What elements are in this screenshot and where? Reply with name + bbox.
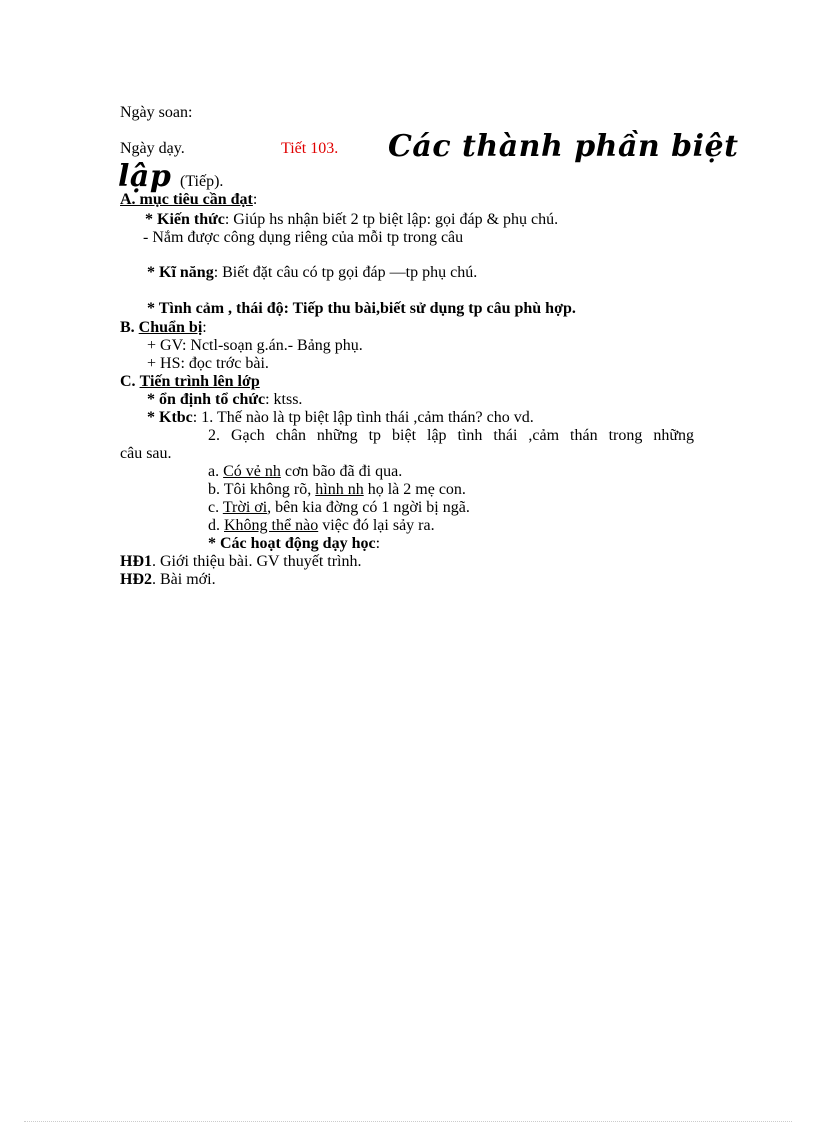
item-a-underlined: Có vẻ nh <box>223 463 281 480</box>
hoat-dong-colon: : <box>375 535 381 552</box>
item-a-rest: cơn bão đã đi qua. <box>280 463 403 480</box>
item-b-underlined: hình nh <box>315 481 364 498</box>
tinh-cam-line: * Tình cảm , thái độ: Tiếp thu bài,biết sử dụng tp câu phù hợp. <box>147 300 576 317</box>
section-c-heading-text: Tiến trình lên lớp <box>139 373 260 390</box>
section-a-colon: : <box>252 191 258 208</box>
hoat-dong-text: * Các hoạt động dạy học <box>208 535 376 552</box>
ki-nang-line <box>147 264 477 282</box>
lesson-title-cont: lập <box>118 159 172 194</box>
item-b-rest: họ là 2 mẹ con. <box>363 481 466 498</box>
ngay-day: Ngày dạy. <box>120 140 185 157</box>
ktbc-label: * Ktbc <box>147 409 193 426</box>
item-b <box>208 481 466 499</box>
on-dinh-label: * ổn định tổ chức <box>147 391 266 408</box>
item-c-underlined: Trời ơi <box>222 499 268 516</box>
section-b-heading-text: Chuẩn bị <box>138 319 203 336</box>
hs-line: + HS: đọc trớc bài. <box>147 355 269 372</box>
item-a <box>208 463 402 481</box>
item-c-rest: , bên kia đờng có 1 ngời bị ngã. <box>267 499 470 516</box>
kien-thuc-text: : Giúp hs nhận biết 2 tp biệt lập: gọi đáp & phụ chú. <box>224 211 559 228</box>
gv-line: + GV: Nctl-soạn g.án.- Bảng phụ. <box>147 337 363 354</box>
hd1-label: HĐ1 <box>120 553 152 570</box>
ktbc-q1: : 1. Thế nào là tp biệt lập tình thái ,cảm thán? cho vd. <box>192 409 534 426</box>
section-b-colon: : <box>202 319 207 336</box>
ki-nang-label: * Kĩ năng <box>147 264 214 281</box>
item-c <box>208 499 470 517</box>
lesson-title: Các thành phần biệt <box>388 129 739 164</box>
kien-thuc-line2: - Nắm được công dụng riêng của mỗi tp trong câu <box>143 229 464 246</box>
hd2-text: . Bài mới. <box>152 571 216 588</box>
ktbc-q2: 2. Gạch chân những tp biệt lập tình thái ,cảm thán trong những <box>208 427 694 444</box>
hoat-dong-heading <box>208 535 380 553</box>
on-dinh-text: : ktss. <box>265 391 303 408</box>
hd2-label: HĐ2 <box>120 571 152 588</box>
ktbc-line <box>147 409 534 427</box>
ktbc-q2-cont: câu sau. <box>120 445 172 462</box>
item-c-prefix: c. <box>208 499 223 516</box>
item-b-prefix: b. Tôi không rõ, <box>208 481 316 498</box>
ki-nang-text: : Biết đặt câu có tp gọi đáp —tp phụ chú. <box>213 264 478 281</box>
item-a-prefix: a. <box>208 463 224 480</box>
kien-thuc-label: * Kiến thức <box>145 211 225 228</box>
section-a-heading <box>120 191 257 209</box>
section-a-heading-text: A. mục tiêu cần đạt <box>120 191 253 208</box>
hd1-line <box>120 553 361 571</box>
on-dinh-line <box>147 391 302 409</box>
item-d <box>208 517 435 535</box>
item-d-underlined: Không thể nào <box>224 517 319 534</box>
item-d-prefix: d. <box>208 517 224 534</box>
section-b-heading <box>120 319 207 337</box>
item-d-rest: việc đó lại sảy ra. <box>318 517 435 534</box>
lesson-title-suffix: (Tiếp). <box>180 173 224 190</box>
section-b-letter: B. <box>120 319 135 336</box>
section-c-letter: C. <box>120 373 136 390</box>
hd2-line <box>120 571 216 589</box>
ngay-soan: Ngày soan: <box>120 104 193 121</box>
page-bottom-divider <box>24 1121 792 1122</box>
section-c-heading <box>120 373 260 391</box>
kien-thuc-line <box>145 211 558 229</box>
tiet-number: Tiết 103. <box>281 140 339 157</box>
hd1-text: . Giới thiệu bài. GV thuyết trình. <box>152 553 362 570</box>
